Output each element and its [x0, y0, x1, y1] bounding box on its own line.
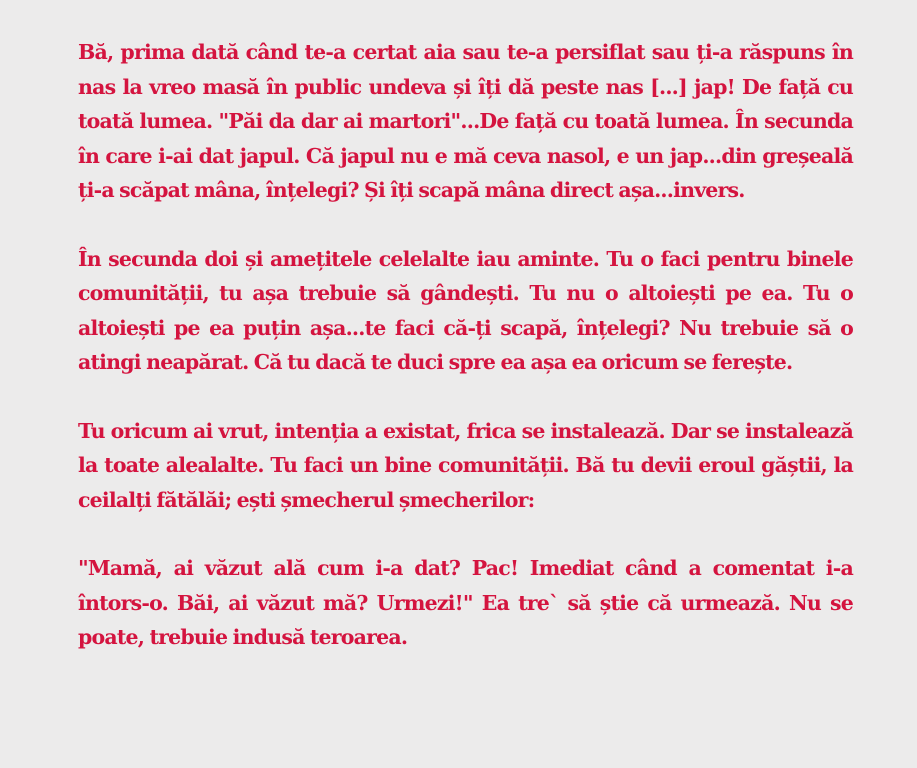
paragraph-4: "Mamă, ai văzut ală cum i-a dat? Pac! Imediat când a comentat i-a întors-o. Băi, ai văzut mă? Urmezi!" Ea tre` să știe că urmează. Nu se poate, trebuie indusă teroarea.	[78, 556, 853, 649]
quote-text-block	[78, 35, 853, 655]
paragraph-spacer	[78, 208, 853, 242]
paragraph-2: În secunda doi și amețitele celelalte iau aminte. Tu o faci pentru binele comunității, tu așa trebuie să gândești. Tu nu o altoiești pe ea. Tu o altoiești pe ea puțin așa...te faci că-ți scapă, înțelegi? Nu trebuie să o atingi neapărat. Că tu dacă te duci spre ea așa ea oricum se ferește.	[78, 246, 853, 374]
paragraph-spacer	[78, 380, 853, 414]
paragraph-spacer	[78, 517, 853, 551]
paragraph-1: Bă, prima dată când te-a certat aia sau te-a persiflat sau ți-a răspuns în nas la vreo masă în public undeva și îți dă peste nas [...] jap! De față cu toată lumea. "Păi da dar ai martori"...De față cu toată lumea. În secunda în care i-ai dat japul. Că japul nu e mă ceva nasol, e un jap...din greșeală ți-a scăpat mâna, înțelegi? Și îți scapă mâna direct așa...invers.	[78, 40, 853, 202]
paragraph-3: Tu oricum ai vrut, intenția a existat, frica se instalează. Dar se instalează la toate alealalte. Tu faci un bine comunității. Bă tu devii eroul găștii, la ceilalți fătălăi; ești șmecherul șmecherilor:	[78, 418, 853, 512]
